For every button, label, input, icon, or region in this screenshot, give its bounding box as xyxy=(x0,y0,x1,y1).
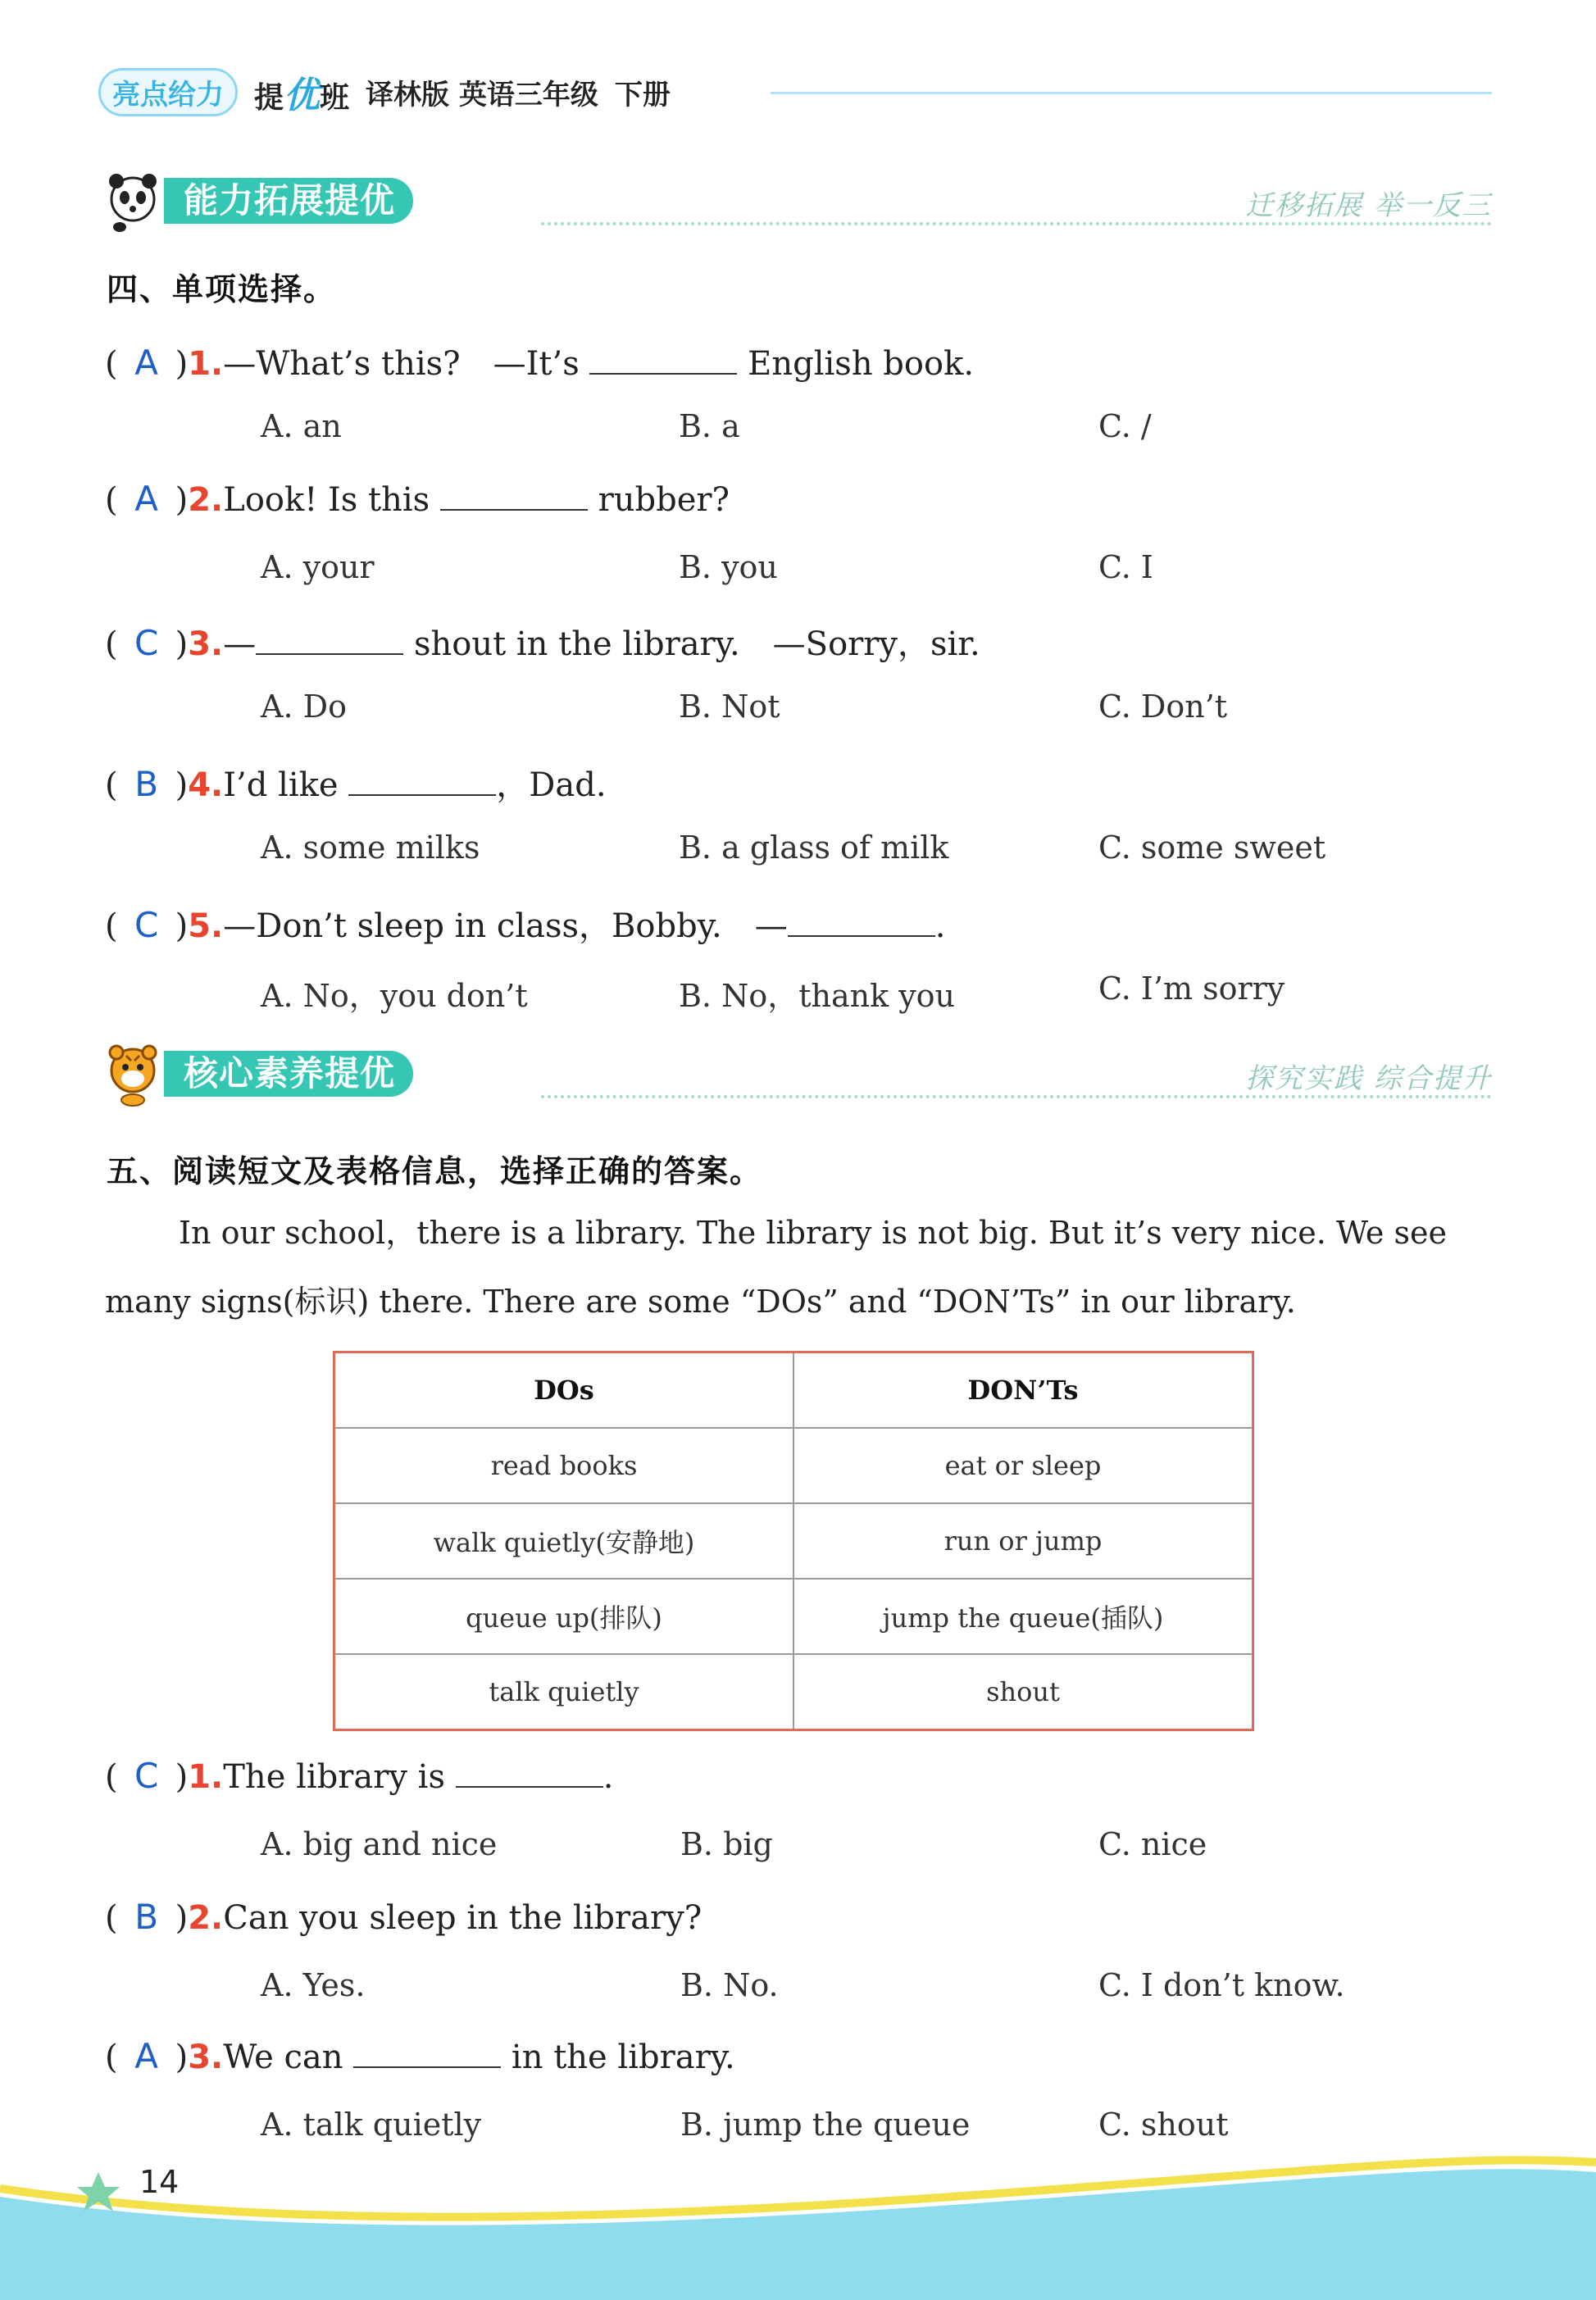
answer-mark: A xyxy=(134,479,158,519)
answer-blank xyxy=(456,1757,603,1788)
option-a: A. big and nice xyxy=(261,1826,498,1862)
section-banner-title: 能力拓展提优 xyxy=(164,178,413,224)
option-b: B. No. xyxy=(680,1967,779,2003)
table-cell: run or jump xyxy=(793,1503,1253,1579)
answer-mark: C xyxy=(134,1756,159,1796)
section-banner-ability xyxy=(98,168,1492,234)
option-b: B. Not xyxy=(679,689,780,725)
option-c: C. I’m sorry xyxy=(1098,970,1285,1007)
reading-passage: In our school，there is a library. The library is not big. But it’s very nice. We see many signs(标识) there. There are some “DOs” and “DON’Ts” in our library. xyxy=(105,1215,1447,1320)
table-cell: jump the queue(插队) xyxy=(793,1579,1253,1654)
reading-question-1: ( C )1.The library is . xyxy=(105,1756,614,1796)
question-4: ( B )4.I’d like ，Dad. xyxy=(105,764,607,804)
option-a: A. some milks xyxy=(261,830,480,866)
table-row xyxy=(334,1428,1253,1503)
answer-mark: C xyxy=(134,623,159,663)
answer-blank xyxy=(348,765,496,796)
option-a: A. No，you don’t xyxy=(261,978,528,1014)
option-b: B. you xyxy=(679,549,778,585)
option-c: C. nice xyxy=(1098,1826,1207,1862)
option-a: A. Do xyxy=(261,689,347,725)
option-b: B. big xyxy=(680,1826,773,1862)
page-header xyxy=(98,67,671,116)
table-cell: eat or sleep xyxy=(793,1428,1253,1503)
footer-wave xyxy=(0,2148,1596,2300)
answer-blank xyxy=(788,906,935,937)
answer-mark: B xyxy=(134,1897,159,1937)
answer-blank xyxy=(353,2037,501,2068)
section-banner-subtitle: 迁移拓展 举一反三 xyxy=(1245,189,1492,222)
panda-mascot-icon xyxy=(103,168,162,234)
option-c: C. / xyxy=(1098,408,1152,444)
brand-logo: 亮点给力 xyxy=(98,68,238,116)
option-b: B. a glass of milk xyxy=(679,830,949,866)
answer-mark: C xyxy=(134,905,159,945)
section-banner-subtitle: 探究实践 综合提升 xyxy=(1245,1062,1492,1095)
answer-blank xyxy=(440,480,588,511)
option-c: C. I xyxy=(1098,549,1153,585)
option-a: A. Yes. xyxy=(261,1967,366,2003)
column-header-donts: DON’Ts xyxy=(793,1352,1253,1429)
header-rule xyxy=(771,92,1492,94)
reading-question-2: ( B )2.Can you sleep in the library? xyxy=(105,1897,703,1937)
option-c: C. some sweet xyxy=(1098,830,1326,866)
table-header-row xyxy=(334,1352,1253,1429)
table-cell: read books xyxy=(334,1428,794,1503)
section-banner-core xyxy=(98,1041,1492,1107)
option-b: B. a xyxy=(679,408,740,444)
answer-mark: A xyxy=(134,2036,158,2076)
series-title: 提优班 xyxy=(254,75,350,116)
question-5: ( C )5.—Don’t sleep in class，Bobby. — . xyxy=(105,905,946,945)
tiger-mascot-icon xyxy=(103,1041,162,1107)
column-header-dos: DOs xyxy=(334,1352,794,1429)
table-row xyxy=(334,1503,1253,1579)
answer-mark: A xyxy=(134,343,158,383)
option-c: C. shout xyxy=(1098,2107,1229,2143)
page-number: 14 xyxy=(139,2164,180,2200)
section-title-five: 五、阅读短文及表格信息，选择正确的答案。 xyxy=(107,1153,763,1189)
option-c: C. I don’t know. xyxy=(1098,1967,1345,2003)
option-a: A. your xyxy=(261,549,375,585)
table-cell: talk quietly xyxy=(334,1654,794,1730)
option-b: B. No，thank you xyxy=(679,978,956,1014)
table-row xyxy=(334,1654,1253,1730)
table-cell: shout xyxy=(793,1654,1253,1730)
option-b: B. jump the queue xyxy=(680,2107,971,2143)
answer-mark: B xyxy=(134,764,159,804)
question-1: ( A )1.—What’s this? —It’s English book. xyxy=(105,343,975,383)
section-banner-title: 核心素养提优 xyxy=(164,1051,413,1097)
table-cell: walk quietly(安静地) xyxy=(334,1503,794,1579)
question-2: ( A )2.Look! Is this rubber? xyxy=(105,479,730,519)
answer-blank xyxy=(256,624,403,655)
signs-table xyxy=(333,1351,1254,1731)
table-row xyxy=(334,1579,1253,1654)
section-title-four: 四、单项选择。 xyxy=(107,271,337,307)
edition-label: 译林版 英语三年级 xyxy=(366,78,598,111)
reading-question-3: ( A )3.We can in the library. xyxy=(105,2036,735,2076)
option-c: C. Don’t xyxy=(1098,689,1228,725)
answer-blank xyxy=(589,343,737,375)
table-cell: queue up(排队) xyxy=(334,1579,794,1654)
volume-label: 下册 xyxy=(614,78,671,111)
question-3: ( C )3.— shout in the library. —Sorry，sir. xyxy=(105,623,980,663)
option-a: A. talk quietly xyxy=(261,2107,482,2143)
option-a: A. an xyxy=(261,408,342,444)
